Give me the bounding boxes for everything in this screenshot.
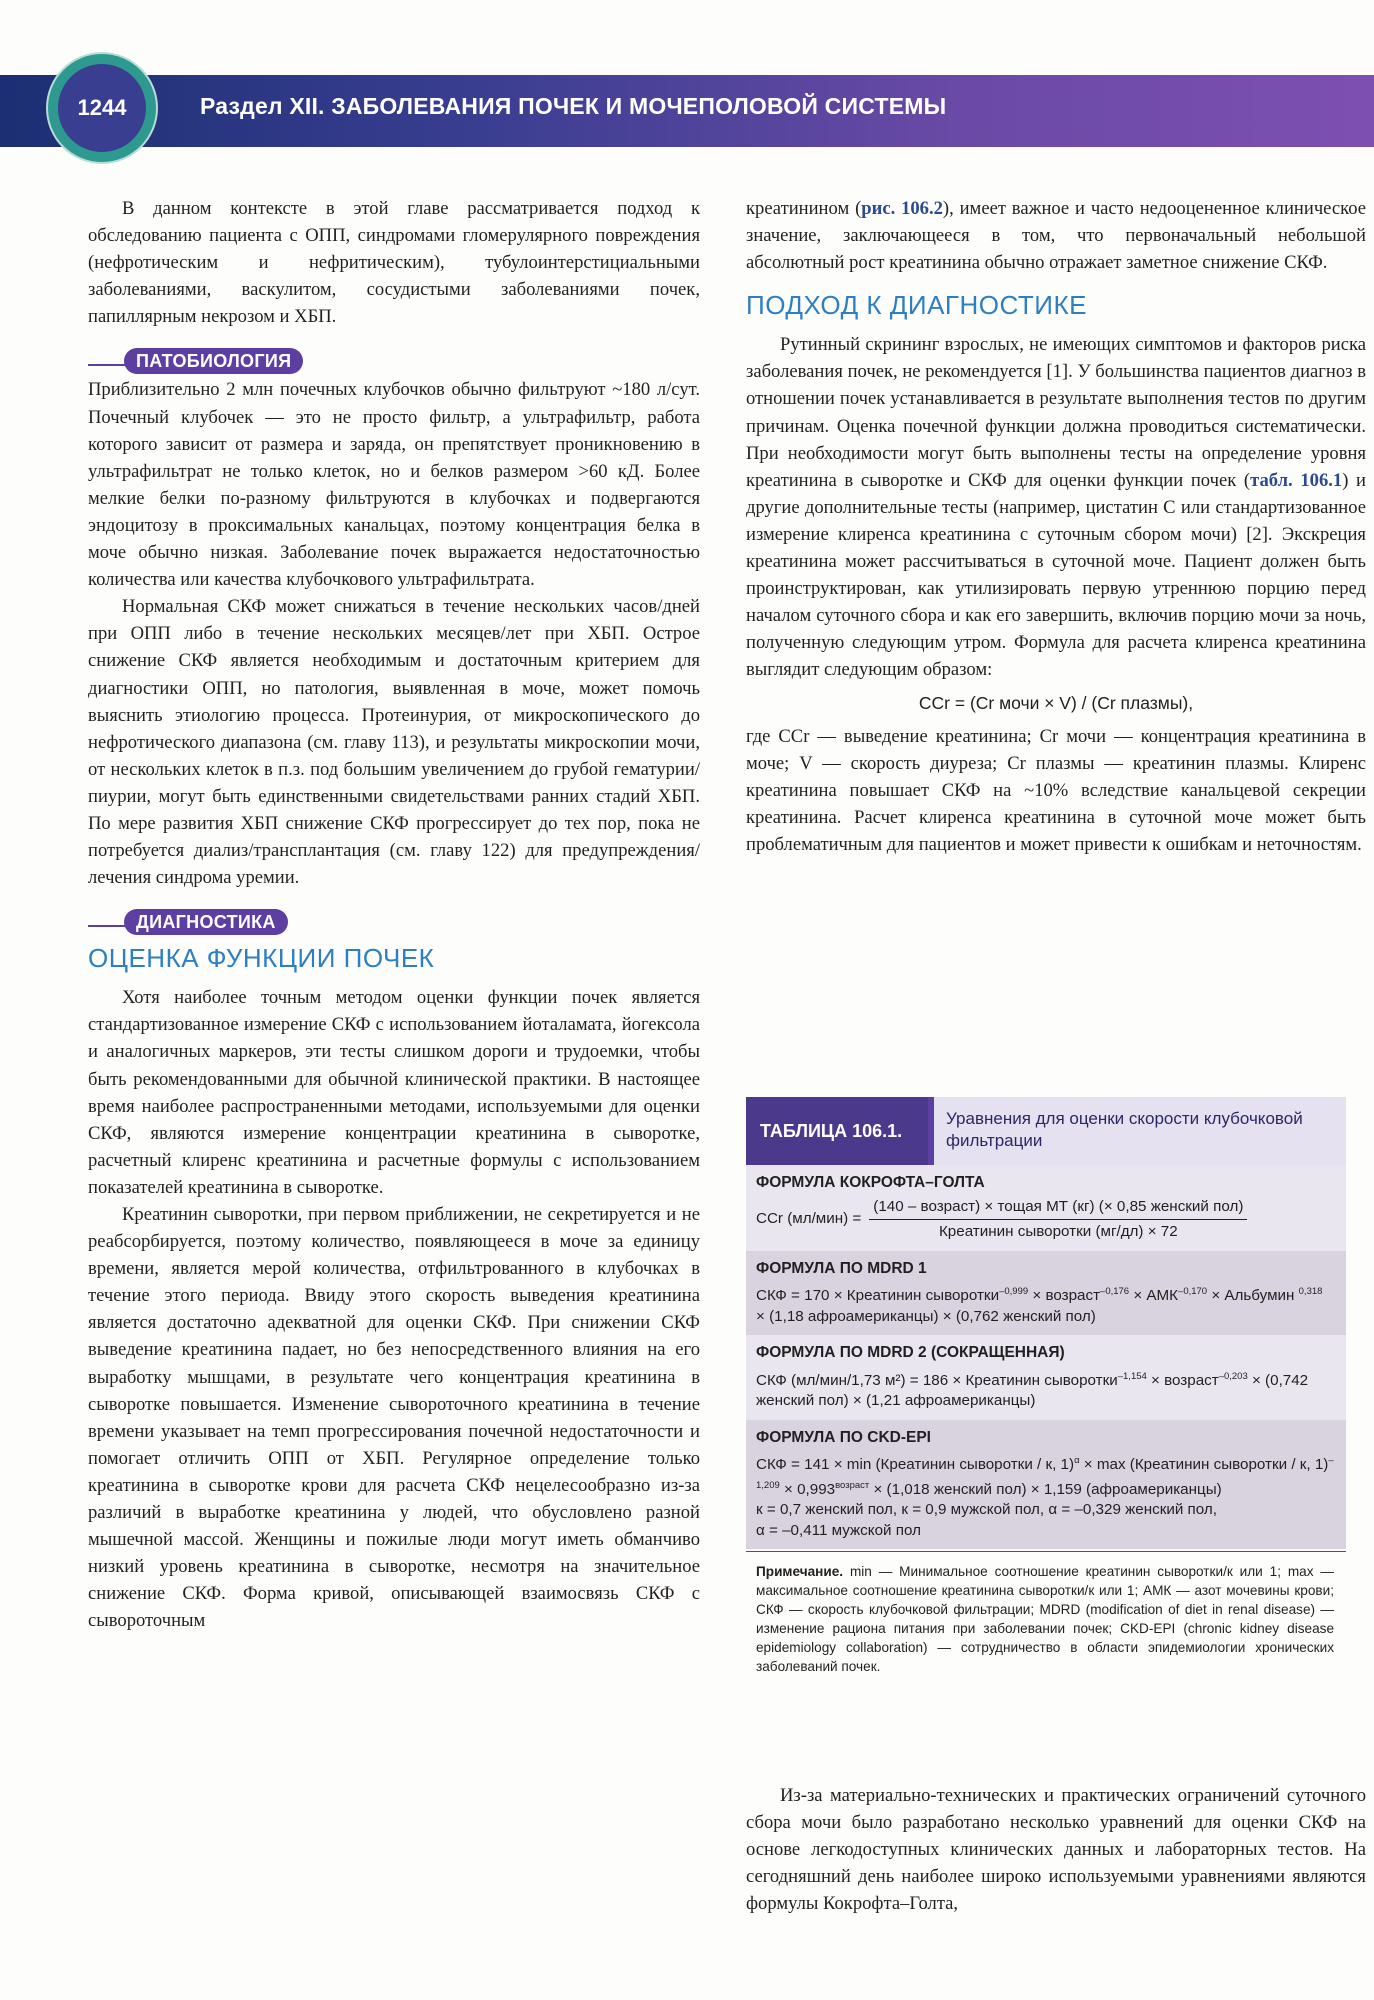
table-ref-link[interactable]: табл. 106.1 bbox=[1250, 469, 1343, 491]
table-106-1 bbox=[746, 1097, 1346, 1686]
ckd-epi-section bbox=[746, 1420, 1346, 1550]
ccr-formula: CCr = (Cr мочи × V) / (Cr плазмы), bbox=[918, 692, 1194, 713]
ckd-epi-alpha: α = –0,411 мужской пол bbox=[756, 1521, 921, 1539]
cg-denominator: Креатинин сыворотки (мг/дл) × 72 bbox=[938, 1223, 1178, 1240]
mdrd2-formula: СКФ (мл/мин/1,73 м²) = 186 × Креатинин сыворотки$^{-1,154}$ × возраст$^{-0,203}$ × (0,742 женский пол) × (1,21 афроамериканцы) bbox=[756, 1370, 1309, 1410]
cockcroft-gault-heading: ФОРМУЛА КОКРОФТА–ГОЛТА bbox=[756, 1174, 985, 1191]
pathobiology-label: ПАТОБИОЛОГИЯ bbox=[124, 348, 303, 374]
approach-paragraph-1: Рутинный скрининг взрослых, не имеющих симптомов и факторов риска заболевания почек, не рекомендуется [1]. У большинства пациентов диагноз в отношении почек устанавливается в результате выполнения тестов по другим причинам. Оценка почечной функции должна проводиться систематически. При необходимости могут быть выполнены тесты на определение уровня креатинина в сыворотке и СКФ для оценки функции почек (табл. 106.1) и другие дополнительные тесты (например, цистатин С или стандартизованное измерение клиренса креатинина с суточным сбором мочи) [2]. Экскреция креатинина может рассчитываться в суточной моче. Пациент должен быть проинструктирован, как утилизировать первую утреннюю порцию перед началом суточного сбора и как его завершить, включив порцию мочи за ночь, полученную следующим утром. Формула для расчета клиренса креатинина выглядит следующим образом: bbox=[746, 334, 1367, 681]
pathobiology-paragraph-1: Приблизительно 2 млн почечных клубочков обычно фильтруют ~180 л/сут. Почечный клубочек — это не просто фильтр, а ультрафильтр, работа которого зависит от размера и заряда, он препятствует проникновению в ультрафильтрат не только клеток, но и белков размером >60 кД. Более мелкие белки по-разному фильтруются в клубочках и подвергаются эндоцитозу в проксимальных канальцах, поэтому концентрация белка в моче обычно низкая. Заболевание почек выражается недостаточностью количества или качества клубочкового ультрафильтрата. bbox=[88, 379, 700, 591]
table-note: Примечание. min — Минимальное соотношение креатинин сыворотки/к или 1; max — максимальное соотношение креатинина сыворотки/к или 1; АМК — азот мочевины крови; СКФ — скорость клубочковой фильтрации; MDRD (modification of diet in renal disease) — изменение рациона питания при заболевании почек; CKD-EPI (chronic kidney disease epidemiology collaboration) — сотрудничество в области эпидемиологии хронических заболеваний почек. bbox=[746, 1551, 1346, 1686]
continuation-paragraph: креатинином (рис. 106.2), имеет важное и часто недооцененное клиническое значение, заключающееся в том, что первоначальный небольшой абсолютный рост креатинина обычно отражает заметное снижение СКФ. bbox=[746, 198, 1367, 274]
mdrd2-heading: ФОРМУЛА ПО MDRD 2 (СОКРАЩЕННАЯ) bbox=[756, 1344, 1065, 1362]
approach-paragraph-2: где CCr — выведение креатинина; Cr мочи — концентрация креатинина в моче; V — скорость диуреза; Cr плазмы — креатинин плазмы. Клиренс креатинина повышает СКФ на ~10% вследствие канальцевой секреции креатинина. Расчет клиренса креатинина в суточной моче может быть проблематичным для пациентов и может привести к ошибкам и неточностям. bbox=[746, 725, 1366, 855]
kidney-function-heading: ОЦЕНКА ФУНКЦИИ ПОЧЕК bbox=[88, 943, 435, 974]
after-table-text bbox=[746, 1782, 1366, 1917]
approach-heading: ПОДХОД К ДИАГНОСТИКЕ bbox=[746, 290, 1087, 321]
mdrd2-section bbox=[746, 1335, 1346, 1420]
table-label: ТАБЛИЦА 106.1. bbox=[746, 1097, 928, 1165]
page-number-badge bbox=[48, 54, 156, 162]
figure-ref-link[interactable]: рис. 106.2 bbox=[861, 198, 943, 219]
ckd-epi-kappa: к = 0,7 женский пол, к = 0,9 мужской пол, α = –0,329 женский пол, bbox=[756, 1501, 1217, 1519]
mdrd1-heading: ФОРМУЛА ПО MDRD 1 bbox=[756, 1259, 927, 1277]
mdrd1-section bbox=[746, 1251, 1346, 1336]
after-table-paragraph: Из-за материально-технических и практических ограничений суточного сбора мочи было разработано несколько уравнений для оценки СКФ на основе легкодоступных клинических данных и лабораторных тестов. На сегодняшний день наиболее широко используемыми уравнениями являются формулы Кокрофта–Голта, bbox=[746, 1785, 1366, 1915]
pathobiology-paragraph-2: Нормальная СКФ может снижаться в течение нескольких часов/дней при ОПП либо в течение нескольких месяцев/лет при ХБП. Острое снижение СКФ является необходимым и достаточным критерием для диагностики ОПП, но патология, выявленная в моче, может помочь выяснить этиологию процесса. Протеинурия, от микроскопического до нефротического диапазона (см. главу 113), и результаты микроскопии мочи, от нескольких клеток в п.з. под большим увеличением до грубой гематурии/пиурии, могут быть единственными свидетельствами ранних стадий ХБП. По мере развития ХБП снижение СКФ прогрессирует до тех пор, пока не потребуется диализ/трансплантация (см. главу 122) для предупреждения/лечения синдрома уремии. bbox=[88, 596, 700, 889]
right-column bbox=[746, 195, 1366, 858]
intro-paragraph: В данном контексте в этой главе рассматривается подход к обследованию пациента с ОПП, синдромами гломерулярного повреждения (нефротическим и нефритическим), тубулоинтерстициальными заболеваниями, васкулитом, сосудистыми заболеваниями почек, папиллярным некрозом и ХБП. bbox=[88, 198, 700, 328]
table-title: Уравнения для оценки скорости клубочковой фильтрации bbox=[928, 1097, 1346, 1165]
cg-numerator: (140 – возраст) × тощая МТ (кг) (× 0,85 женский пол) bbox=[869, 1197, 1247, 1221]
kidney-function-paragraph-2: Креатинин сыворотки, при первом приближении, не секретируется и не реабсорбируется, поэтому количество, появляющееся в моче за единицу времени, является мерой количества, отфильтрованного в клубочках в течение этого периода. Ввиду этого скорость выведения креатинина является достаточно адекватной для оценки СКФ. При снижении СКФ выведение креатинина падает, но без непосредственного влияния на его выработку мышцами, в результате чего концентрация креатинина в сыворотке повышается. Изменение сывороточного креатинина в течение времени указывает на темп прогрессирования почечной недостаточности и помогает отличить ОПП от ХБП. Регулярное определение только креатинина в сыворотке крови для расчета СКФ нецелесообразно из-за различий в выработке креатинина у людей, что обусловлено разной мышечной массой. Женщины и пожилые люди могут иметь обманчиво низкий уровень креатинина в сыворотке, несмотря на значительное снижение СКФ. Форма кривой, описывающей взаимосвязь СКФ с сывороточным bbox=[88, 1204, 700, 1632]
ckd-epi-heading: ФОРМУЛА ПО CKD-EPI bbox=[756, 1428, 931, 1446]
page-number: 1244 bbox=[58, 64, 146, 152]
diagnostics-label: ДИАГНОСТИКА bbox=[124, 909, 288, 935]
pathobiology-heading bbox=[88, 344, 700, 374]
ckd-epi-formula: СКФ = 141 × min (Креатинин сыворотки / к, 1)$^\alpha$ × max (Креатинин сыворотки / к, $1)^{-1,209} \times 0,993^{возраст} \times (1,018$ женский пол) × 1,159 (афроамериканцы) bbox=[756, 1455, 1334, 1498]
kidney-function-paragraph-1: Хотя наиболее точным методом оценки функции почек является стандартизованное измерение СКФ с использованием йоталамата, йогексола и аналогичных маркеров, эти тесты слишком дороги и трудоемки, чтобы быть рекомендованными для обычной клинической практики. В настоящее время наиболее распространенными методами, используемыми для оценки СКФ, являются измерение концентрации креатинина в сыворотке, расчетный клиренс креатинина и расчетные формулы с использованием показателей креатинина в сыворотке. bbox=[88, 987, 700, 1198]
table-header bbox=[746, 1097, 1346, 1165]
mdrd1-formula: СКФ = 170 × Креатинин сыворотки$^{-0,999}$ × возраст$^{-0,176}$ × $АМК^{-0,170}$ × Альбумин $^{0,318}$ × (1,18 афроамериканцы) × (0,762 женский пол) bbox=[756, 1286, 1323, 1325]
cockcroft-gault-formula: CCr (мл/мин) = $\frac{\text{(140 – возраст) × тощая МТ (кг) (× 0,85 женский пол)}}{\text{Креатинин сыворотки (мг/дл) × 72}}$ bbox=[756, 1197, 1334, 1243]
cockcroft-gault-section bbox=[746, 1165, 1346, 1251]
section-title: Раздел XII. ЗАБОЛЕВАНИЯ ПОЧЕК И МОЧЕПОЛОВОЙ СИСТЕМЫ bbox=[200, 93, 947, 119]
diagnostics-heading bbox=[88, 905, 700, 935]
left-column bbox=[88, 195, 700, 1635]
